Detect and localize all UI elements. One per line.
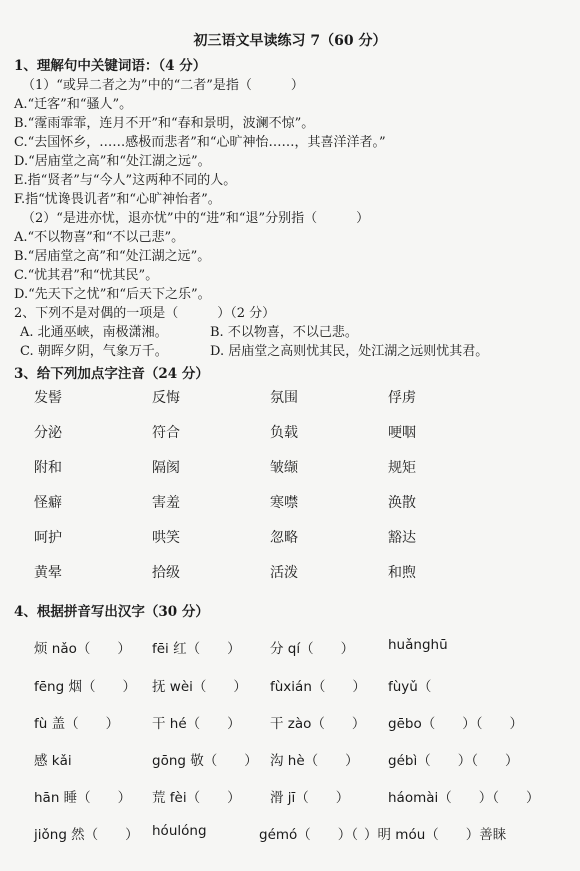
q4-item: fùxián（ ）: [270, 679, 366, 695]
q3-word: 涣散: [388, 495, 416, 511]
q3-word: 拾级: [152, 565, 180, 581]
q3-row: [34, 387, 554, 411]
q1-sub1-prompt: （1）“或异二者之为”中的“二者”是指（ ）: [22, 78, 304, 93]
q3-row: [34, 562, 554, 586]
q3-word: 和煦: [388, 565, 416, 581]
q4-item: 干 zào（ ）: [270, 716, 366, 732]
q1-sub2-option: A.“不以物喜”和“不以己悲”。: [14, 230, 185, 245]
q4-item: hóulóng: [152, 823, 207, 839]
q2-option-d: D. 居庙堂之高则忧其民，处江湖之远则忧其君。: [210, 344, 489, 359]
q3-word: 寒噤: [270, 495, 298, 511]
q3-word: 氛围: [270, 390, 298, 406]
q1-sub1-option: B.“霪雨霏霏，连月不开”和“春和景明，波澜不惊”。: [14, 116, 315, 131]
q3-word: 规矩: [388, 460, 416, 476]
q4-row: [34, 712, 564, 734]
q4-item: fēng 烟（ ）: [34, 679, 136, 695]
q3-word: 黄晕: [34, 565, 62, 581]
q1-sub1-option: A.“迁客”和“骚人”。: [14, 97, 133, 112]
q3-word: 忽略: [270, 530, 298, 546]
q1-sub2-prompt: （2）“是进亦忧，退亦忧”中的“进”和“退”分别指（ ）: [22, 211, 370, 226]
q1-sub2-option: B.“居庙堂之高”和“处江湖之远”。: [14, 249, 211, 264]
q2-heading: 2、下列不是对偶的一项是（ ）（2 分）: [14, 306, 276, 321]
q4-item: 滑 jī（ ）: [270, 790, 350, 806]
q3-word: 豁达: [388, 530, 416, 546]
q1-sub1-option: E.指“贤者”与“今人”这两种不同的人。: [14, 173, 237, 188]
q3-heading: 3、给下列加点字注音（24 分）: [14, 366, 209, 382]
q4-row: [34, 637, 564, 659]
q3-word: 负载: [270, 425, 298, 441]
q4-item: 抚 wèi（ ）: [152, 679, 247, 695]
q4-item: gōng 敬（ ）: [152, 753, 258, 769]
q4-item: 感 kǎi: [34, 753, 72, 769]
q2-option-a: A. 北通巫峡，南极潇湘。: [20, 325, 168, 340]
q4-item: gémó（ ）（: [259, 827, 359, 843]
q3-row: [34, 527, 554, 551]
q4-item: gēbo（ ）（ ）: [388, 716, 523, 732]
q1-sub2-option: D.“先天下之忧”和“后天下之乐”。: [14, 287, 211, 302]
q1-sub2-option: C.“忧其君”和“忧其民”。: [14, 268, 159, 283]
q2-option-c: C. 朝晖夕阴，气象万千。: [20, 344, 168, 359]
q4-item: gébì（ ）（ ）: [388, 753, 519, 769]
q4-item: 分 qí（ ）: [270, 641, 355, 657]
q4-item: 烦 nǎo（ ）: [34, 641, 131, 657]
q3-word: 怪癖: [34, 495, 62, 511]
q1-heading: 1、理解句中关键词语：（4 分）: [14, 58, 207, 74]
q4-item: 沟 hè（ ）: [270, 753, 359, 769]
q4-row: [34, 823, 564, 845]
q4-item: huǎnghū: [388, 637, 448, 653]
q3-word: 活泼: [270, 565, 298, 581]
q4-heading: 4、根据拼音写出汉字（30 分）: [14, 604, 209, 620]
q4-item: hān 睡（ ）: [34, 790, 132, 806]
q3-word: 害羞: [152, 495, 180, 511]
q3-word: 符合: [152, 425, 180, 441]
q3-word: 反悔: [152, 390, 180, 406]
q1-sub1-option: D.“居庙堂之高”和“处江湖之远”。: [14, 154, 211, 169]
q4-item: 荒 fèi（ ）: [152, 790, 241, 806]
q1-sub1-option: C.“去国怀乡，……感极而悲者”和“心旷神怡……，其喜洋洋者。”: [14, 135, 386, 150]
q4-item: ）明 móu（ ）善睐: [364, 827, 507, 843]
q3-word: 俘虏: [388, 390, 416, 406]
q3-word: 呵护: [34, 530, 62, 546]
q3-row: [34, 492, 554, 516]
q4-item: fēi 红（ ）: [152, 641, 241, 657]
q4-item: 干 hé（ ）: [152, 716, 241, 732]
q4-row: [34, 749, 564, 771]
q4-row: [34, 675, 564, 697]
q1-sub1-option: F.指“忧谗畏讥者”和“心旷神怡者”。: [14, 192, 221, 207]
q4-item: jiǒng 然（ ）: [34, 827, 139, 843]
q3-word: 皱缬: [270, 460, 298, 476]
q3-word: 附和: [34, 460, 62, 476]
q4-row: [34, 786, 564, 808]
page-title: 初三语文早读练习 7（60 分）: [193, 33, 387, 49]
q4-item: háomài（ ）（ ）: [388, 790, 540, 806]
q3-row: [34, 457, 554, 481]
q3-word: 分泌: [34, 425, 62, 441]
q2-option-b: B. 不以物喜，不以己悲。: [210, 325, 358, 340]
q3-word: 隔阂: [152, 460, 180, 476]
q3-word: 发髻: [34, 390, 62, 406]
q3-word: 哽咽: [388, 425, 416, 441]
q3-row: [34, 422, 554, 446]
q4-item: fù 盖（ ）: [34, 716, 120, 732]
q3-word: 哄笑: [152, 530, 180, 546]
q4-item: fùyǔ（: [388, 679, 432, 695]
